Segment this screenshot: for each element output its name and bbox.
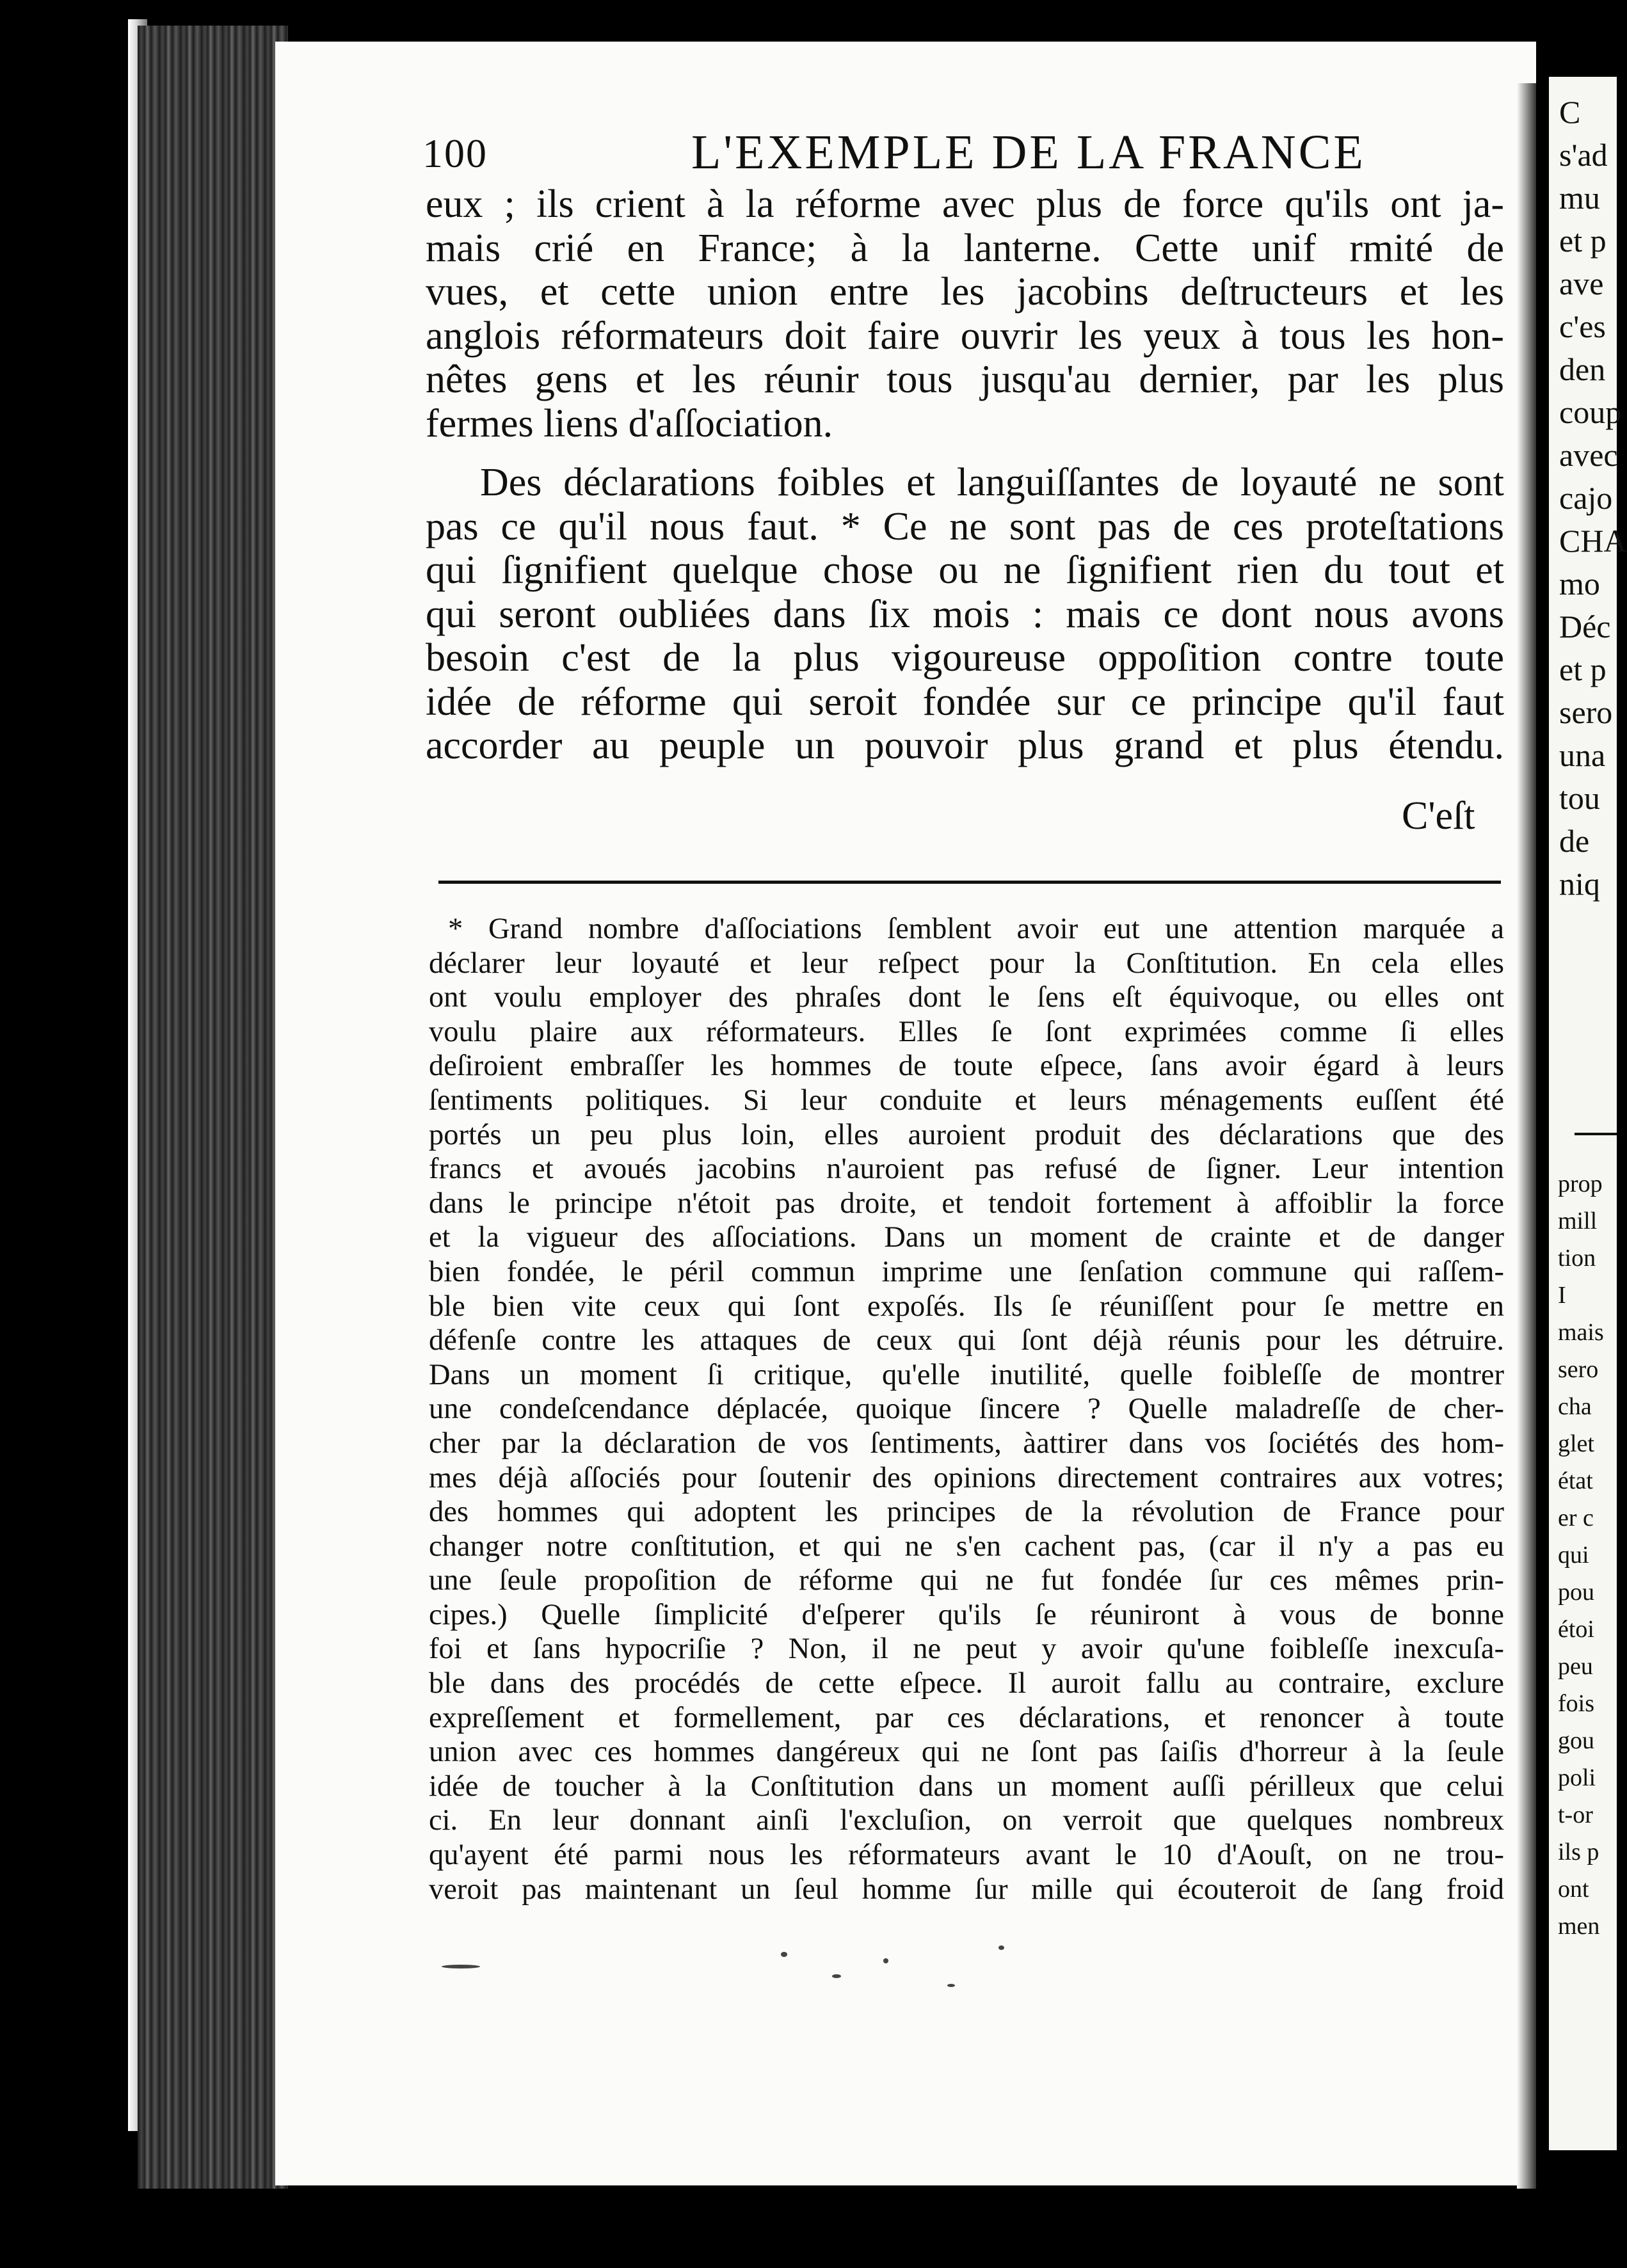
body-line: besoin c'est de la plus vigoureuse oppoſition contre toute [426, 636, 1504, 680]
body-line: anglois réformateurs doit faire ouvrir les yeux à tous les hon- [426, 314, 1504, 358]
facing-page-footnote-line: état [1558, 1467, 1593, 1494]
facing-page-line: mu [1559, 180, 1600, 216]
facing-page-line: coup [1559, 394, 1622, 430]
footnote-line: mes déjà aſſociés pour ſoutenir des opinions directement contraires aux votres; [429, 1461, 1504, 1494]
body-line: eux ; ils crient à la réforme avec plus de force qu'ils ont ja- [426, 182, 1504, 226]
body-line: nêtes gens et les réunir tous jusqu'au dernier, par les plus [426, 358, 1504, 401]
facing-page-line: tou [1559, 780, 1600, 816]
facing-page-footnote-line: ont [1558, 1876, 1589, 1903]
body-line: Des déclarations foibles et languiſſantes de loyauté ne sont [480, 461, 1504, 504]
footnote-line: ſentiments politiques. Si leur conduite et leurs ménagements euſſent été [429, 1083, 1504, 1117]
facing-page-footnote-line: cha [1558, 1393, 1592, 1420]
facing-page-line: et p [1559, 651, 1607, 687]
facing-page-footnote-line: er c [1558, 1505, 1594, 1531]
footnote-line: idée de toucher à la Conſtitution dans un moment auſſi périlleux que celui [429, 1769, 1504, 1803]
footnote-line: une ſeule propoſition de réforme qui ne fut fondée ſur ces mêmes prin- [429, 1564, 1504, 1597]
body-line: qui seront oubliées dans ſix mois : mais ce dont nous avons [426, 592, 1504, 636]
footnote-line: Dans un moment ſi critique, qu'elle inutilité, quelle foibleſſe de montrer [429, 1358, 1504, 1391]
footnote-line: veroit pas maintenant un ſeul homme ſur mille qui écouteroit de ſang froid [429, 1873, 1504, 1906]
facing-page-rule [1575, 1133, 1617, 1135]
footnote-line: expreſſement et formellement, par ces déclarations, et renoncer à toute [429, 1701, 1504, 1734]
page-shadow [1517, 83, 1536, 2189]
facing-page-line: s'ad [1559, 137, 1608, 173]
facing-page-line: avec [1559, 437, 1618, 473]
facing-page-line: ave [1559, 266, 1604, 301]
facing-page-line: CHA [1559, 523, 1627, 559]
footnote-line: cipes.) Quelle ſimplicité d'eſperer qu'ils ſe réuniront à vous de bonne [429, 1598, 1504, 1631]
footnote-line: bien fondée, le péril commun imprime une ſenſation commune qui raſſem- [429, 1255, 1504, 1288]
footnote-line: * Grand nombre d'aſſociations ſemblent avoir eut une attention marquée a [448, 913, 1504, 945]
facing-page-footnote-line: prop [1558, 1170, 1603, 1197]
ink-specks [422, 1939, 1511, 2009]
body-line: idée de réforme qui seroit fondée sur ce principe qu'il faut [426, 680, 1504, 724]
footnote-rule [438, 881, 1501, 884]
facing-page-line: una [1559, 737, 1606, 773]
footnote-line: qu'ayent été parmi nous les réformateurs avant le 10 d'Aouſt, on ne trou- [429, 1839, 1504, 1872]
footnote-line: ble bien vite ceux qui ſont expoſés. Ils ſe réuniſſent pour ſe mettre en [429, 1290, 1504, 1323]
body-line: qui ſignifient quelque chose ou ne ſignifient rien du tout et [426, 548, 1504, 592]
facing-page-line: mo [1559, 566, 1600, 602]
footnote-line: déclarer leur loyauté et leur reſpect pour la Conſtitution. En cela elles [429, 946, 1504, 980]
facing-page-footnote-line: ils p [1558, 1839, 1599, 1865]
facing-page-line: de [1559, 823, 1590, 859]
footnote-line: défenſe contre les attaques de ceux qui ſont déjà réunis pour les détruire. [429, 1324, 1504, 1357]
body-line: fermes liens d'aſſociation. [426, 401, 833, 445]
book-gutter [138, 26, 288, 2189]
facing-page-line: niq [1559, 866, 1600, 902]
facing-page-fragment [1549, 77, 1627, 2150]
facing-page-footnote-line: tion [1558, 1245, 1596, 1272]
facing-page-footnote-line: gou [1558, 1727, 1594, 1754]
body-text [426, 182, 1504, 768]
facing-page-line: sero [1559, 694, 1613, 730]
facing-page-line: cajo [1559, 480, 1613, 516]
footnote-line: francs et avoués jacobins n'auroient pas refusé de ſigner. Leur intention [429, 1153, 1504, 1186]
page-number: 100 [422, 131, 488, 176]
catchword: C'eſt [1402, 794, 1475, 838]
body-line: accorder au peuple un pouvoir plus grand et plus étendu. [426, 724, 1504, 767]
facing-page-footnote-line: mill [1558, 1208, 1598, 1234]
footnote-line: foi et ſans hypocriſie ? Non, il ne peut y avoir qu'une foibleſſe inexcuſa- [429, 1633, 1504, 1666]
facing-page-line: et p [1559, 223, 1607, 259]
running-head: L'EXEMPLE DE LA FRANCE [691, 125, 1366, 179]
footnote-line: ont voulu employer des phraſes dont le ſens eſt équivoque, ou elles ont [429, 981, 1504, 1014]
body-line: vues, et cette union entre les jacobins deſtructeurs et les [426, 270, 1504, 314]
footnote [429, 912, 1504, 1906]
facing-page-footnote-line: qui [1558, 1542, 1589, 1569]
footnote-line: deſiroient embraſſer les hommes de toute eſpece, ſans avoir égard à leurs [429, 1050, 1504, 1083]
facing-page-footnote-line: pou [1558, 1579, 1594, 1606]
body-line: pas ce qu'il nous faut. * Ce ne sont pas de ces proteſtations [426, 504, 1504, 548]
facing-page-footnote-line: peu [1558, 1653, 1593, 1680]
facing-page-footnote-line: glet [1558, 1430, 1594, 1457]
footnote-line: dans le principe n'étoit pas droite, et tendoit fortement à affoiblir la force [429, 1186, 1504, 1220]
footnote-line: portés un peu plus loin, elles auroient produit des déclarations que des [429, 1118, 1504, 1151]
footnote-line: voulu plaire aux réformateurs. Elles ſe ſont exprimées comme ſi elles [429, 1015, 1504, 1048]
footnote-line: une condeſcendance déplacée, quoique ſincere ? Quelle maladreſſe de cher- [429, 1393, 1504, 1426]
facing-page-footnote-line: étoi [1558, 1616, 1594, 1643]
footnote-line: cher par la déclaration de vos ſentiments, àattirer dans vos ſociétés des hom- [429, 1426, 1504, 1460]
footnote-line: union avec ces hommes dangéreux qui ne ſont pas ſaiſis d'horreur à la ſeule [429, 1736, 1504, 1769]
footnote-line: et la vigueur des aſſociations. Dans un moment de crainte et de danger [429, 1221, 1504, 1254]
facing-page-footnote-line: sero [1558, 1356, 1599, 1383]
facing-page-line: c'es [1559, 308, 1606, 344]
facing-page-footnote-line: fois [1558, 1690, 1594, 1717]
footnote-line: ble dans des procédés de cette eſpece. Il auroit fallu au contraire, exclure [429, 1667, 1504, 1700]
footnote-line: ci. En leur donnant ainſi l'excluſion, on verroit que quelques nombreux [429, 1804, 1504, 1837]
body-line: mais crié en France; à la lanterne. Cette unif rmité de [426, 226, 1504, 270]
facing-page-line: den [1559, 351, 1606, 387]
facing-page-footnote-line: men [1558, 1913, 1600, 1940]
facing-page-line: Déc [1559, 609, 1611, 644]
page-header [422, 125, 1383, 182]
facing-page-footnote-line: I [1558, 1282, 1566, 1309]
facing-page-footnote-line: t-or [1558, 1801, 1593, 1828]
facing-page-line: C [1559, 94, 1581, 130]
facing-page-footnote-line: mais [1558, 1319, 1604, 1346]
facing-page-footnote-line: poli [1558, 1764, 1596, 1791]
footnote-line: changer notre conſtitution, et qui ne s'en cachent pas, (car il n'y a pas eu [429, 1529, 1504, 1563]
footnote-line: des hommes qui adoptent les principes de la révolution de France pour [429, 1496, 1504, 1529]
